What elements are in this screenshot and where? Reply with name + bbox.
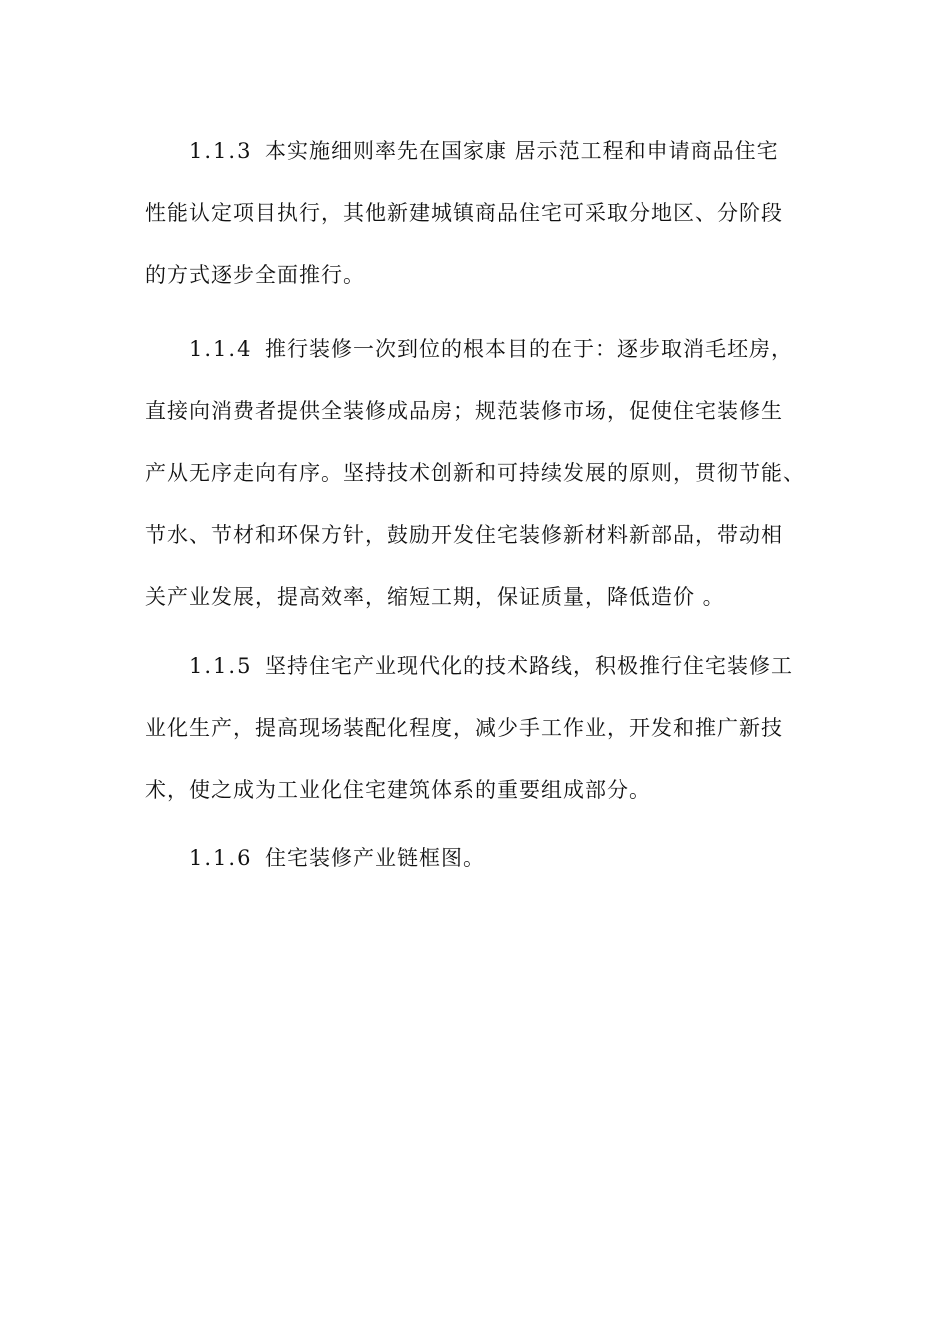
paragraph-text-line: 术，使之成为工业化住宅建筑体系的重要组成部分。 (145, 778, 651, 802)
paragraph-text-line: 坚持住宅产业现代化的技术路线，积极推行住宅装修工 (265, 654, 793, 678)
paragraph-first-line (145, 635, 815, 697)
paragraph-text-line: 性能认定项目执行，其他新建城镇商品住宅可采取分地区、分阶段 (145, 201, 783, 225)
paragraph-text-line: 住宅装修产业链框图。 (265, 846, 485, 870)
section-number: 1.1.3 (189, 139, 253, 163)
section-number: 1.1.5 (189, 654, 253, 678)
paragraph-first-line (145, 318, 815, 380)
paragraph-text-line: 业化生产，提高现场装配化程度，减少手工作业，开发和推广新技 (145, 716, 783, 740)
paragraph-1-1-5 (145, 635, 815, 821)
paragraph-text-line: 关产业发展，提高效率，缩短工期，保证质量，降低造价 。 (145, 585, 725, 609)
paragraph-text-line: 本实施细则率先在国家康 居示范工程和申请商品住宅 (265, 139, 779, 163)
section-number: 1.1.6 (189, 846, 253, 870)
paragraph-1-1-3 (145, 120, 815, 306)
section-number: 1.1.4 (189, 337, 253, 361)
paragraph-text-line: 直接向消费者提供全装修成品房；规范装修市场，促使住宅装修生 (145, 399, 783, 423)
paragraph-text-line: 推行装修一次到位的根本目的在于：逐步取消毛坯房， (265, 337, 793, 361)
paragraph-text-line: 产从无序走向有序。坚持技术创新和可持续发展的原则，贯彻节能、 (145, 461, 805, 485)
paragraph-text-line: 节水、节材和环保方针，鼓励开发住宅装修新材料新部品，带动相 (145, 523, 783, 547)
paragraph-first-line (145, 827, 815, 889)
paragraph-1-1-6 (145, 827, 815, 889)
paragraph-text-line: 的方式逐步全面推行。 (145, 263, 365, 287)
paragraph-1-1-4 (145, 318, 815, 628)
paragraph-first-line (145, 120, 815, 182)
